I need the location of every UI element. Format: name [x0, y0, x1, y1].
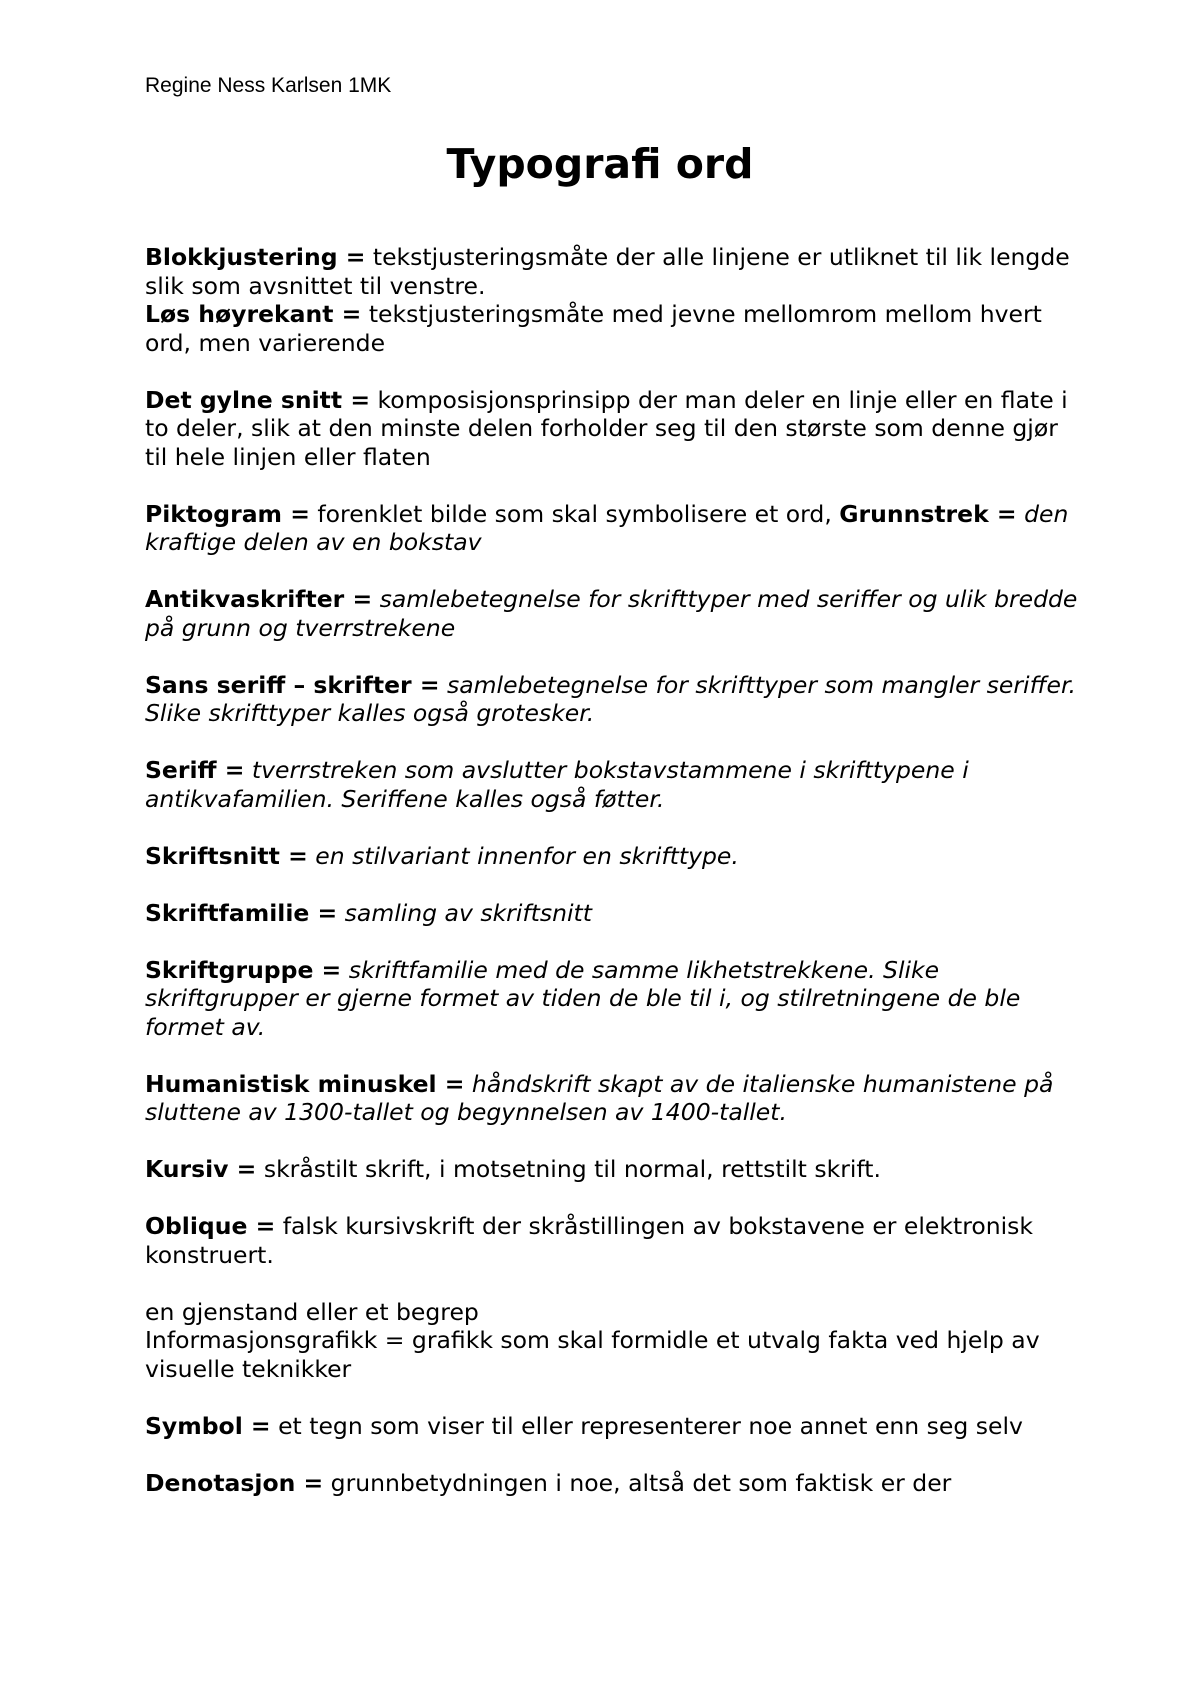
glossary-term: Skriftsnitt =	[145, 841, 308, 870]
glossary-entry	[145, 1326, 1085, 1383]
glossary-definition: samlebetegnelse for skrifttyper som mangler seriffer. Slike skrifttyper kalles også grotesker.	[145, 670, 1076, 727]
glossary-entry	[145, 1469, 1085, 1498]
glossary-term: Seriff =	[145, 756, 245, 784]
glossary-term: Oblique =	[145, 1212, 276, 1240]
glossary-definition: komposisjonsprinsipp der man deler en linje eller en flate i to deler, slik at den minste delen forholder seg til den største som denne gjør til hele linjen eller flaten	[145, 385, 1068, 471]
glossary-entry	[145, 243, 1085, 300]
glossary-definition: en stilvariant innenfor en skrifttype.	[307, 841, 739, 870]
glossary-entry	[145, 842, 1085, 871]
glossary-entry	[145, 300, 1085, 357]
glossary-definition: samling av skriftsnitt	[337, 898, 592, 927]
glossary-term: Symbol =	[145, 1411, 271, 1440]
glossary-term: Det gylne snitt =	[145, 385, 371, 414]
glossary-definition: grunnbetydningen i noe, altså det som faktisk er der	[323, 1468, 952, 1497]
glossary-entry	[145, 956, 1085, 1042]
glossary-entry	[145, 1212, 1085, 1269]
glossary-term: Løs høyrekant =	[145, 300, 362, 328]
glossary-term: Antikvaskrifter =	[145, 585, 373, 613]
glossary-entry	[145, 1412, 1085, 1441]
glossary-definition: tekstjusteringsmåte der alle linjene er utliknet til lik lengde slik som avsnittet til venstre.	[145, 243, 1070, 300]
glossary-term: Sans seriff – skrifter =	[145, 670, 440, 699]
glossary-entry	[145, 585, 1085, 642]
glossary-entry	[145, 671, 1085, 728]
glossary-entry	[145, 756, 1085, 813]
glossary-definition: en gjenstand eller et begrep	[145, 1297, 479, 1326]
glossary-entry	[145, 1155, 1085, 1184]
glossary-definition: forenklet bilde som skal symbolisere et ord,	[309, 499, 840, 528]
glossary-definition: et tegn som viser til eller representerer noe annet enn seg selv	[270, 1411, 1023, 1440]
glossary-definition: skriftfamilie med de samme likhetstrekkene. Slike skriftgrupper er gjerne formet av tiden de ble til i, og stilretningene de ble formet av.	[145, 955, 1021, 1041]
glossary-entry	[145, 1298, 1085, 1327]
glossary-term: Piktogram =	[145, 499, 310, 528]
glossary-term: Denotasjon =	[145, 1468, 324, 1497]
glossary-entry	[145, 386, 1085, 472]
glossary-term: Grunnstrek =	[839, 499, 1017, 528]
glossary-term: Kursiv =	[145, 1155, 257, 1183]
glossary-definition: samlebetegnelse for skrifttyper med seriffer og ulik bredde på grunn og tverrstrekene	[145, 585, 1078, 642]
glossary-definition: skråstilt skrift, i motsetning til normal, rettstilt skrift.	[256, 1155, 881, 1183]
glossary-term: Skriftgruppe =	[145, 955, 342, 984]
glossary-term: Humanistisk minuskel =	[145, 1069, 465, 1098]
glossary-definition: tverrstreken som avslutter bokstavstammene i skrifttypene i antikvafamilien. Seriffene kalles også føtter.	[145, 756, 969, 813]
document-title: Typografi ord	[446, 140, 754, 188]
glossary-term: Skriftfamilie =	[145, 898, 338, 927]
author-header: Regine Ness Karlsen 1MK	[145, 74, 392, 97]
glossary-term: Blokkjustering =	[145, 243, 366, 271]
glossary-definition: den kraftige delen av en bokstav	[145, 499, 1069, 556]
glossary-definition: håndskrift skapt av de italienske humanistene på sluttene av 1300-tallet og begynnelsen av 1400-tallet.	[145, 1069, 1054, 1126]
glossary-entry	[145, 500, 1085, 557]
glossary-definition: tekstjusteringsmåte med jevne mellomrom mellom hvert ord, men varierende	[145, 300, 1042, 357]
glossary-entry	[145, 1070, 1085, 1127]
glossary-entry	[145, 899, 1085, 928]
glossary-definition: falsk kursivskrift der skråstillingen av bokstavene er elektronisk konstruert.	[145, 1212, 1033, 1269]
glossary-definition: Informasjonsgrafikk = grafikk som skal formidle et utvalg fakta ved hjelp av visuelle teknikker	[145, 1326, 1040, 1383]
glossary-body	[145, 243, 1085, 1497]
